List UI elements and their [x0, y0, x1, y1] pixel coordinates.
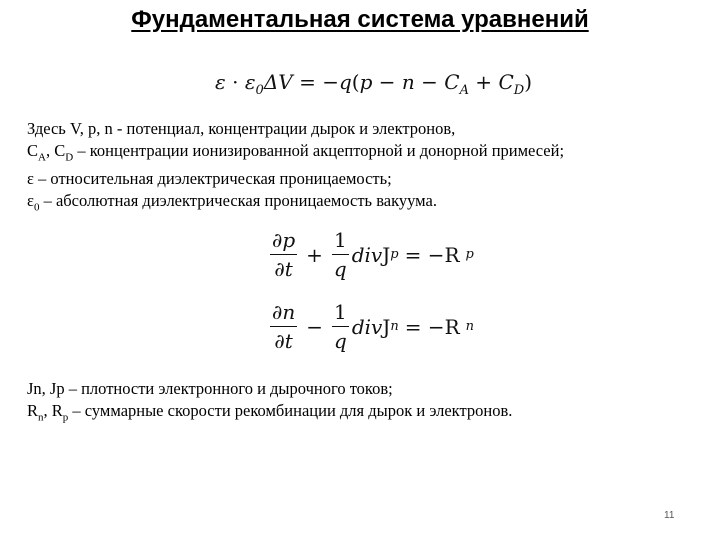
frac-dp-den: ∂t — [274, 257, 293, 281]
def2-rest: – концентрации ионизированной акцепторной и донорной примесей; — [73, 141, 565, 160]
note2-sep: , R — [43, 401, 63, 420]
definition-line-4 — [27, 190, 707, 218]
eqn-j: J — [382, 314, 391, 339]
def4-rest: – абсолютная диэлектрическая проницаемость вакуума. — [39, 191, 437, 211]
definition-line-1: Здесь V, p, n - потенциал, концентрации дырок и электронов, — [27, 119, 456, 138]
eq-equals: = − — [292, 70, 339, 94]
note-line-2 — [27, 400, 707, 428]
eq-eps0: ε — [244, 70, 256, 94]
note2-sub-p: p — [62, 411, 69, 424]
def2-sub-a: A — [38, 151, 46, 164]
eqp-eq: = −R — [404, 242, 460, 267]
note2-rest: – суммарные скорости рекомбинации для дырок и электронов. — [68, 401, 513, 420]
eq-minus1: − — [372, 70, 402, 94]
frac-dp-num: ∂p — [270, 228, 297, 255]
eqn-j-sub: n — [390, 319, 399, 334]
frac-dn-den: ∂t — [274, 329, 293, 353]
frac-dn-dt — [270, 300, 297, 353]
eq-ca: C — [444, 70, 460, 94]
frac-q-den-p: q — [333, 257, 347, 281]
eq-cd-sub: D — [513, 83, 525, 98]
eqn-div: div — [351, 314, 383, 339]
def2-sep: , C — [45, 141, 66, 160]
definitions-block — [27, 118, 707, 219]
eq-p: p — [359, 70, 373, 94]
slide-title: Фундаментальная система уравнений — [131, 6, 589, 33]
note-line-1: Jn, Jp – плотности электронного и дырочного токов; — [27, 379, 393, 398]
frac-1-num-n: 1 — [332, 300, 349, 327]
frac-dn-num: ∂n — [270, 300, 297, 327]
page-number: 11 — [664, 510, 675, 521]
eqn-eq: = −R — [404, 314, 460, 339]
eq-close-paren: ) — [524, 70, 532, 94]
eq-eps0-sub: 0 — [255, 83, 264, 98]
poisson-equation — [215, 70, 532, 98]
eq-delta-v: ΔV — [263, 70, 293, 94]
notes-block — [27, 378, 707, 428]
note2-r1: R — [27, 401, 39, 420]
eq-minus2: − — [414, 70, 445, 94]
eq-dot: · — [225, 70, 245, 94]
frac-1-num-p: 1 — [332, 228, 349, 255]
electron-continuity-equation — [267, 300, 474, 353]
eqp-j-sub: p — [390, 247, 399, 262]
def4-eps: ε — [27, 191, 34, 211]
hole-continuity-equation — [267, 228, 474, 281]
eq-open-paren: ( — [351, 70, 360, 94]
eqn-r-sub: n — [465, 319, 475, 334]
frac-1-q-n — [332, 300, 349, 353]
eq-ca-sub: A — [459, 83, 469, 98]
def4-sub: 0 — [33, 201, 40, 214]
frac-q-den-n: q — [334, 329, 347, 353]
eq-eps: ε — [215, 70, 226, 94]
eqp-r-sub: p — [465, 247, 474, 262]
def2-c1: C — [27, 141, 39, 160]
definition-line-3: ε – относительная диэлектрическая проницаемость; — [27, 169, 392, 189]
eq-plus: + — [468, 70, 499, 94]
eqp-op: + — [306, 242, 323, 267]
eq-q: q — [338, 70, 352, 94]
eq-n: n — [401, 70, 415, 94]
frac-dp-dt — [270, 228, 297, 281]
eqn-op: − — [306, 314, 323, 339]
note2-sub-n: n — [38, 411, 44, 424]
eq-cd: C — [498, 70, 514, 94]
eqp-j: J — [382, 242, 391, 267]
def2-sub-d: D — [65, 151, 74, 164]
frac-1-q-p — [332, 228, 349, 281]
eqp-div: div — [351, 242, 383, 267]
definition-line-2 — [27, 140, 707, 168]
